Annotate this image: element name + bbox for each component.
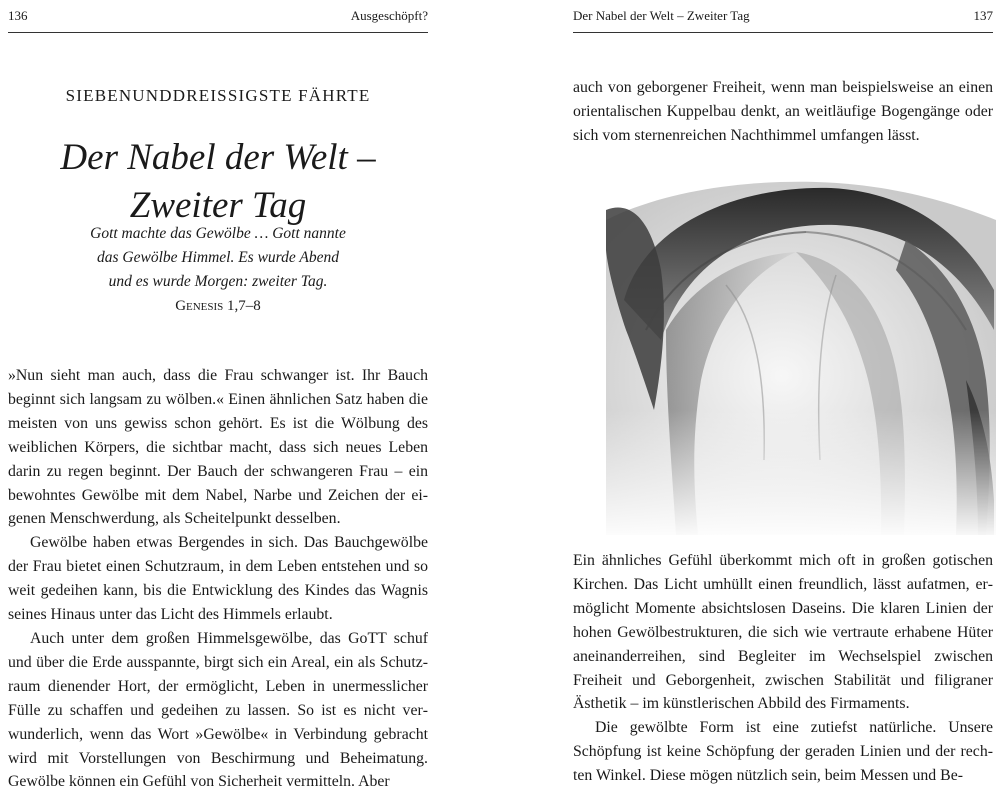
running-head-right <box>573 6 993 26</box>
epigraph-line: und es wurde Morgen: zweiter Tag. <box>108 273 328 290</box>
epigraph-source: Genesis 1,7–8 <box>175 298 261 314</box>
paragraph: auch von geborgener Freiheit, wenn man beispielsweise an einen orientalischen Kuppelbau denkt, an weitläufige Bogengänge oder sich vom sternenreichen Nachthimmel umfangen lässt. <box>573 79 993 144</box>
paragraph: »Nun sieht man auch, dass die Frau schwanger ist. Ihr Bauch beginnt sich langsam zu wölben.« Einen ähnlichen Satz haben die meisten von uns gewiss schon gehört. Es ist die Wölbung des weiblichen Körpers, die sichtbar macht, dass sich neues Leben darin zu regen beginnt. Der Bauch der schwangeren Frau – ein bewohntes Gewölbe mit dem Nabel, Narbe und Zeichen der eigenen Menschwerdung, als Scheitelpunkt desselben. <box>8 367 428 528</box>
running-title-left: Ausgeschöpft? <box>350 8 428 23</box>
chapter-label: SIEBENUNDDREISSIGSTE FÄHRTE <box>65 86 371 105</box>
paragraph: Auch unter dem großen Himmelsgewölbe, das GoTT schuf und über die Erde ausspannte, birgt sich ein Areal, ein als Schutzraum dienender Hort, der ermöglicht, Leben in unermesslicher Fülle zu schaffen und gedeihen zu lassen. So ist es nicht verwunderlich, wenn das Wort »Gewölbe« in Verbindung gebracht wird mit Vorstellungen von Beschirmung und Beheimatung. Gewölbe können ein Gefühl von Sicherheit vermitteln. Aber <box>8 629 428 791</box>
body-text-right-bottom <box>573 549 993 788</box>
gothic-vault-illustration <box>606 180 996 535</box>
running-title-right: Der Nabel der Welt – Zweiter Tag <box>573 8 750 23</box>
running-head-left <box>8 6 428 26</box>
epigraph-line: das Gewölbe Himmel. Es wurde Abend <box>97 249 339 266</box>
body-text-right-top <box>573 76 993 148</box>
page-number-left: 136 <box>8 8 28 23</box>
header-rule-right <box>573 32 993 33</box>
epigraph-line: Gott machte das Gewölbe … Gott nannte <box>90 225 346 242</box>
page-number-right: 137 <box>973 8 993 23</box>
paragraph: Ein ähnliches Gefühl überkommt mich oft in großen gotischen Kirchen. Das Licht umhüllt einen freundlich, lässt aufatmen, ermöglicht Momente absichtslosen Daseins. Die klaren Linien der hohen Gewölbestrukturen, die sich wie vertraute erhabene Hüter aneinanderreihen, sind Begleiter im Wechselspiel zwischen Freiheit und Geborgenheit, zwischen Stabilität und filigraner Ästhetik – im künstlerischen Abbild des Firmaments. <box>573 552 993 713</box>
epigraph <box>58 222 378 294</box>
header-rule-left <box>8 32 428 33</box>
body-text-left <box>8 364 428 794</box>
chapter-title: Der Nabel der Welt – Zweiter Tag <box>60 137 376 226</box>
paragraph: Die gewölbte Form ist eine zutiefst natürliche. Unsere Schöpfung ist keine Schöpfung der geraden Linien und der rechten Winkel. Diese mögen nützlich sein, beim Messen und Be- <box>573 719 993 785</box>
paragraph: Gewölbe haben etwas Bergendes in sich. Das Bauchgewölbe der Frau bietet einen Schutzraum, in dem Leben entstehen und so weit gedeihen kann, bis die Entwicklung des Kindes das Wagnis seines Hinaus unter das Licht des Himmels erlaubt. <box>8 534 428 624</box>
